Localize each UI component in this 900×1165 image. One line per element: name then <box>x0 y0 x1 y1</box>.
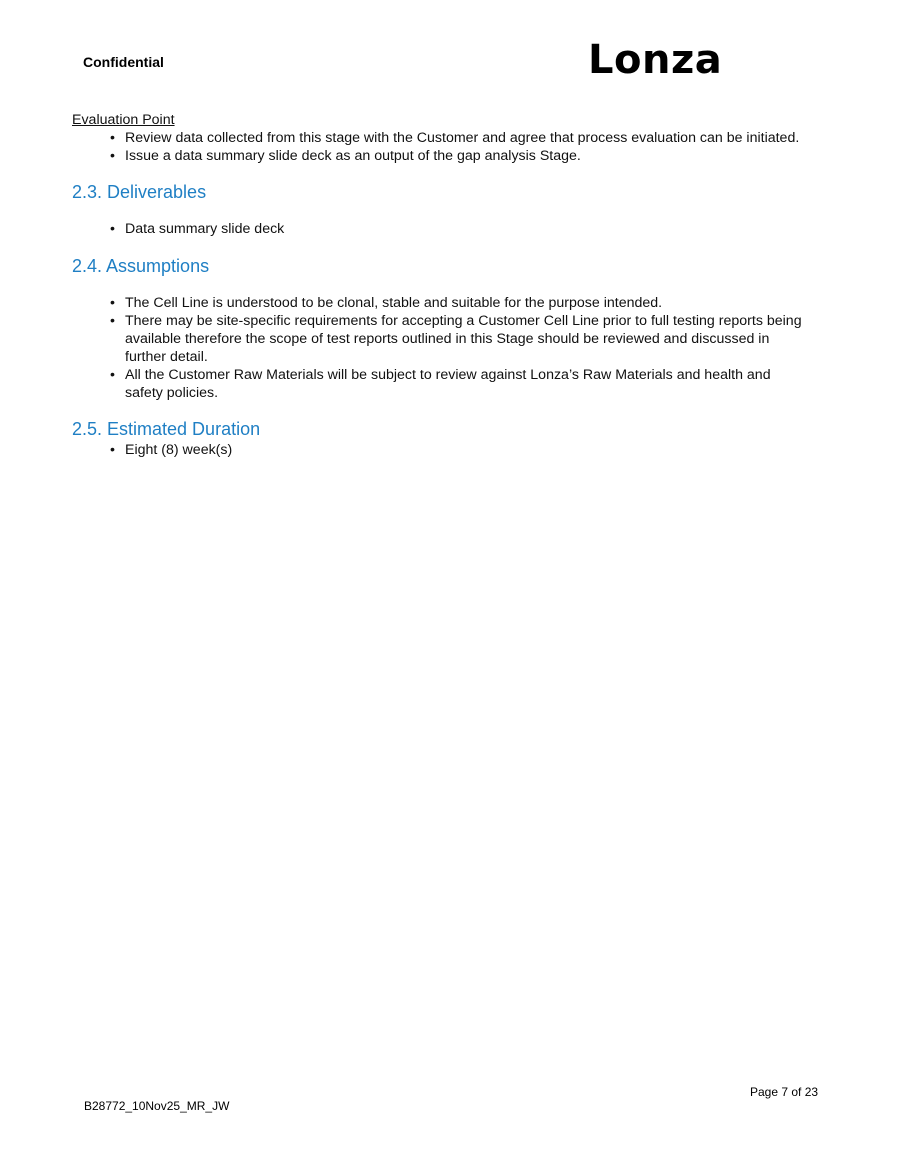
page-number: Page 7 of 23 <box>750 1085 819 1099</box>
confidential-label: Confidential <box>83 54 164 70</box>
list-item: • Eight (8) week(s) <box>72 441 812 459</box>
list-item: • Review data collected from this stage with the Customer and agree that process evaluation can be initiated. <box>72 129 812 147</box>
evaluation-point-list <box>72 129 812 165</box>
lonza-logo: Lonza <box>588 37 723 83</box>
deliverables-heading: 2.3. Deliverables <box>72 182 207 202</box>
assumptions-list <box>72 294 812 402</box>
estimated-duration-list <box>72 441 812 459</box>
assumptions-heading: 2.4. Assumptions <box>72 256 210 276</box>
list-item: • The Cell Line is understood to be clonal, stable and suitable for the purpose intended. <box>72 294 812 312</box>
estimated-duration-heading: 2.5. Estimated Duration <box>72 419 261 439</box>
list-item: • There may be site-specific requirements for accepting a Customer Cell Line prior to full testing reports being available therefore the scope of test reports outlined in this Stage should be reviewed and discussed in further detail. <box>72 312 812 366</box>
list-item: • Issue a data summary slide deck as an output of the gap analysis Stage. <box>72 147 812 165</box>
evaluation-point-title: Evaluation Point <box>72 112 175 128</box>
document-body <box>72 111 812 459</box>
list-item: • All the Customer Raw Materials will be subject to review against Lonza’s Raw Materials and health and safety policies. <box>72 366 812 402</box>
deliverables-list <box>72 220 812 238</box>
list-item: • Data summary slide deck <box>72 220 812 238</box>
document-reference: B28772_10Nov25_MR_JW <box>84 1099 230 1113</box>
